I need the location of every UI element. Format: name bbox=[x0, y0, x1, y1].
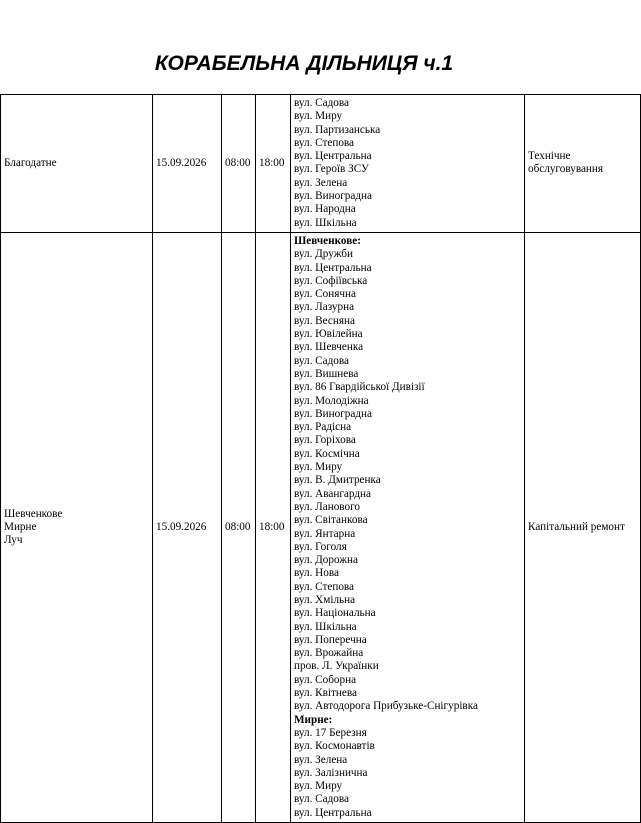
street-name: вул. Нова bbox=[294, 567, 339, 580]
street-name: вул. Степова bbox=[294, 580, 355, 593]
street-name: вул. Національна bbox=[294, 607, 376, 620]
date-cell: 15.09.2026 bbox=[153, 232, 222, 822]
end-time-cell: 18:00 bbox=[256, 232, 291, 822]
street-name: вул. Гоголя bbox=[294, 540, 347, 553]
table-row bbox=[1, 232, 641, 822]
street-name: вул. Залізнична bbox=[294, 766, 368, 779]
start-time-cell: 08:00 bbox=[222, 95, 256, 233]
streets-cell bbox=[291, 95, 525, 233]
street-name: вул. Виноградна bbox=[294, 190, 373, 203]
street-name: вул. Авангардна bbox=[294, 487, 371, 500]
street-name: вул. 17 Березня bbox=[294, 726, 367, 739]
street-name: вул. Ланового bbox=[294, 500, 361, 513]
locality-name: Шевченкове bbox=[4, 507, 63, 520]
street-name: вул. Софіївська bbox=[294, 274, 368, 287]
locality-cell bbox=[1, 95, 153, 233]
street-name: пров. Л. Українки bbox=[294, 660, 379, 673]
streets-cell bbox=[291, 232, 525, 822]
start-time-cell: 08:00 bbox=[222, 232, 256, 822]
street-name: вул. Виноградна bbox=[294, 407, 373, 420]
street-name: вул. Садова bbox=[294, 793, 349, 806]
street-name: вул. Героїв ЗСУ bbox=[294, 163, 369, 176]
street-name: вул. Горіхова bbox=[294, 434, 356, 447]
work-type-cell: Капітальний ремонт bbox=[525, 232, 641, 822]
street-name: вул. Лазурна bbox=[294, 301, 355, 314]
street-name: вул. Світанкова bbox=[294, 514, 368, 527]
street-name: вул. Радісна bbox=[294, 421, 352, 434]
locality-cell bbox=[1, 232, 153, 822]
settlement-heading: Мирне: bbox=[294, 713, 333, 726]
page-title: КОРАБЕЛЬНА ДІЛЬНИЦЯ ч.1 bbox=[154, 52, 454, 75]
street-name: вул. Зелена bbox=[294, 176, 348, 189]
street-name: вул. Дорожна bbox=[294, 554, 358, 567]
street-name: вул. Зелена bbox=[294, 753, 348, 766]
date-cell: 15.09.2026 bbox=[153, 95, 222, 233]
street-name: вул. Центральна bbox=[294, 150, 372, 163]
street-name: вул. Миру bbox=[294, 461, 343, 474]
street-name: вул. Миру bbox=[294, 780, 343, 793]
street-name: вул. Янтарна bbox=[294, 527, 356, 540]
table-row bbox=[1, 95, 641, 233]
street-name: вул. 86 Гвардійської Дивізії bbox=[294, 381, 425, 394]
locality-name: Луч bbox=[4, 534, 23, 547]
street-name: вул. Миру bbox=[294, 110, 343, 123]
street-name: вул. Космічна bbox=[294, 447, 360, 460]
street-name: вул. Центральна bbox=[294, 806, 372, 819]
street-name: вул. Вишнева bbox=[294, 367, 359, 380]
settlement-heading: Шевченкове: bbox=[294, 234, 361, 247]
street-name: вул. Врожайна bbox=[294, 647, 364, 660]
street-name: вул. Шкільна bbox=[294, 216, 357, 229]
street-name: вул. Ювілейна bbox=[294, 328, 363, 341]
street-name: вул. Космонавтів bbox=[294, 740, 375, 753]
street-name: вул. Квітнева bbox=[294, 687, 357, 700]
street-name: вул. Партизанська bbox=[294, 123, 381, 136]
street-name: вул. В. Дмитренка bbox=[294, 474, 381, 487]
street-name: вул. Весняна bbox=[294, 314, 355, 327]
street-name: вул. Народна bbox=[294, 203, 356, 216]
street-name: вул. Поперечна bbox=[294, 633, 367, 646]
street-name: вул. Шкільна bbox=[294, 620, 357, 633]
locality-name: Мирне bbox=[4, 520, 37, 533]
end-time-cell: 18:00 bbox=[256, 95, 291, 233]
work-type-cell: Технічне обслуговування bbox=[525, 95, 641, 233]
street-name: вул. Молодіжна bbox=[294, 394, 369, 407]
street-name: вул. Шевченка bbox=[294, 341, 364, 354]
locality-name: Благодатне bbox=[4, 156, 57, 169]
street-name: вул. Садова bbox=[294, 354, 349, 367]
outage-schedule-table bbox=[0, 94, 641, 823]
street-name: вул. Сонячна bbox=[294, 288, 356, 301]
street-name: вул. Дружби bbox=[294, 248, 353, 261]
street-name: вул. Садова bbox=[294, 97, 349, 109]
street-name: вул. Хмільна bbox=[294, 593, 356, 606]
street-name: вул. Центральна bbox=[294, 261, 372, 274]
street-name: вул. Автодорога Прибузьке-Снігурівка bbox=[294, 700, 478, 713]
street-name: вул. Степова bbox=[294, 136, 355, 149]
street-name: вул. Соборна bbox=[294, 673, 357, 686]
